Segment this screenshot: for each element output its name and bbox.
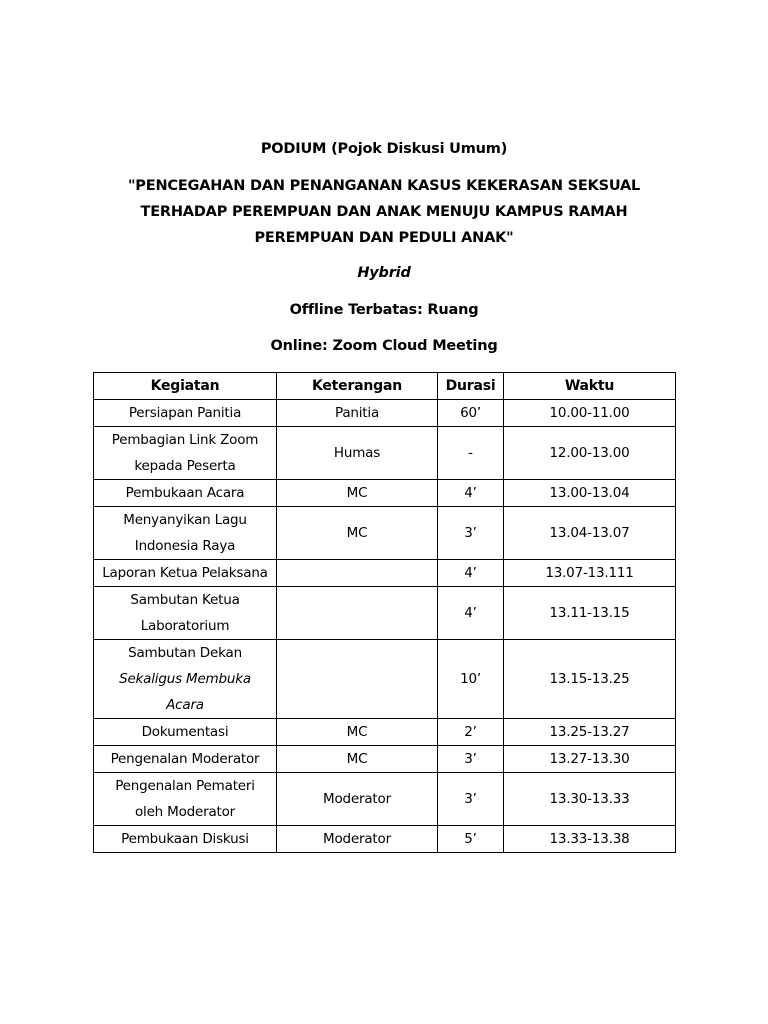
cell-keterangan: MC [277,480,438,507]
cell-waktu: 13.00-13.04 [504,480,676,507]
cell-kegiatan: Pembagian Link Zoom kepada Peserta [94,427,277,480]
table-row [94,560,676,587]
cell-durasi: 4’ [438,560,504,587]
cell-kegiatan: Persiapan Panitia [94,400,277,427]
cell-kegiatan: Sambutan Ketua Laboratorium [94,587,277,640]
cell-kegiatan: Dokumentasi [94,719,277,746]
cell-waktu: 13.33-13.38 [504,826,676,853]
cell-kegiatan: Laporan Ketua Pelaksana [94,560,277,587]
cell-waktu: 13.04-13.07 [504,507,676,560]
cell-keterangan: MC [277,746,438,773]
cell-waktu: 13.30-13.33 [504,773,676,826]
table-row [94,400,676,427]
cell-keterangan: Panitia [277,400,438,427]
document-title: PODIUM (Pojok Diskusi Umum) [260,141,508,157]
document-subtitle: "PENCEGAHAN DAN PENANGANAN KASUS KEKERASAN SEKSUAL TERHADAP PEREMPUAN DAN ANAK MENUJU KAMPUS RAMAH PEREMPUAN DAN PEDULI ANAK" [127,178,641,246]
table-row [94,746,676,773]
cell-waktu: 13.15-13.25 [504,640,676,719]
cell-kegiatan: Pembukaan Acara [94,480,277,507]
cell-waktu: 13.07-13.111 [504,560,676,587]
cell-kegiatan: Pengenalan Pemateri oleh Moderator [94,773,277,826]
cell-keterangan: MC [277,507,438,560]
header-keterangan: Keterangan [277,373,438,400]
cell-durasi: 5’ [438,826,504,853]
cell-waktu: 12.00-13.00 [504,427,676,480]
cell-durasi: - [438,427,504,480]
table-row [94,587,676,640]
header-kegiatan: Kegiatan [94,373,277,400]
header-waktu: Waktu [504,373,676,400]
cell-waktu: 13.25-13.27 [504,719,676,746]
cell-keterangan: Moderator [277,773,438,826]
offline-location: Offline Terbatas: Ruang [289,302,479,318]
cell-kegiatan-main: Sambutan Dekan [128,645,242,661]
event-mode: Hybrid [357,265,411,281]
cell-waktu: 13.11-13.15 [504,587,676,640]
table-row [94,719,676,746]
table-row [94,480,676,507]
cell-keterangan [277,560,438,587]
cell-durasi: 3’ [438,746,504,773]
cell-waktu: 10.00-11.00 [504,400,676,427]
cell-keterangan: Moderator [277,826,438,853]
table-row [94,773,676,826]
cell-kegiatan [94,640,277,719]
table-row [94,640,676,719]
cell-durasi: 60’ [438,400,504,427]
table-row [94,826,676,853]
cell-kegiatan: Menyanyikan Lagu Indonesia Raya [94,507,277,560]
cell-keterangan: MC [277,719,438,746]
cell-durasi: 3’ [438,507,504,560]
cell-keterangan: Humas [277,427,438,480]
cell-kegiatan: Pembukaan Diskusi [94,826,277,853]
cell-keterangan [277,640,438,719]
cell-kegiatan-italic: Sekaligus Membuka Acara [119,671,251,713]
cell-durasi: 4’ [438,587,504,640]
cell-durasi: 2’ [438,719,504,746]
cell-waktu: 13.27-13.30 [504,746,676,773]
cell-keterangan [277,587,438,640]
schedule-table [93,372,676,853]
table-row [94,507,676,560]
table-row [94,427,676,480]
cell-durasi: 4’ [438,480,504,507]
cell-durasi: 10’ [438,640,504,719]
online-platform: Online: Zoom Cloud Meeting [270,338,498,354]
cell-durasi: 3’ [438,773,504,826]
header-durasi: Durasi [438,373,504,400]
cell-kegiatan: Pengenalan Moderator [94,746,277,773]
table-header-row [94,373,676,400]
